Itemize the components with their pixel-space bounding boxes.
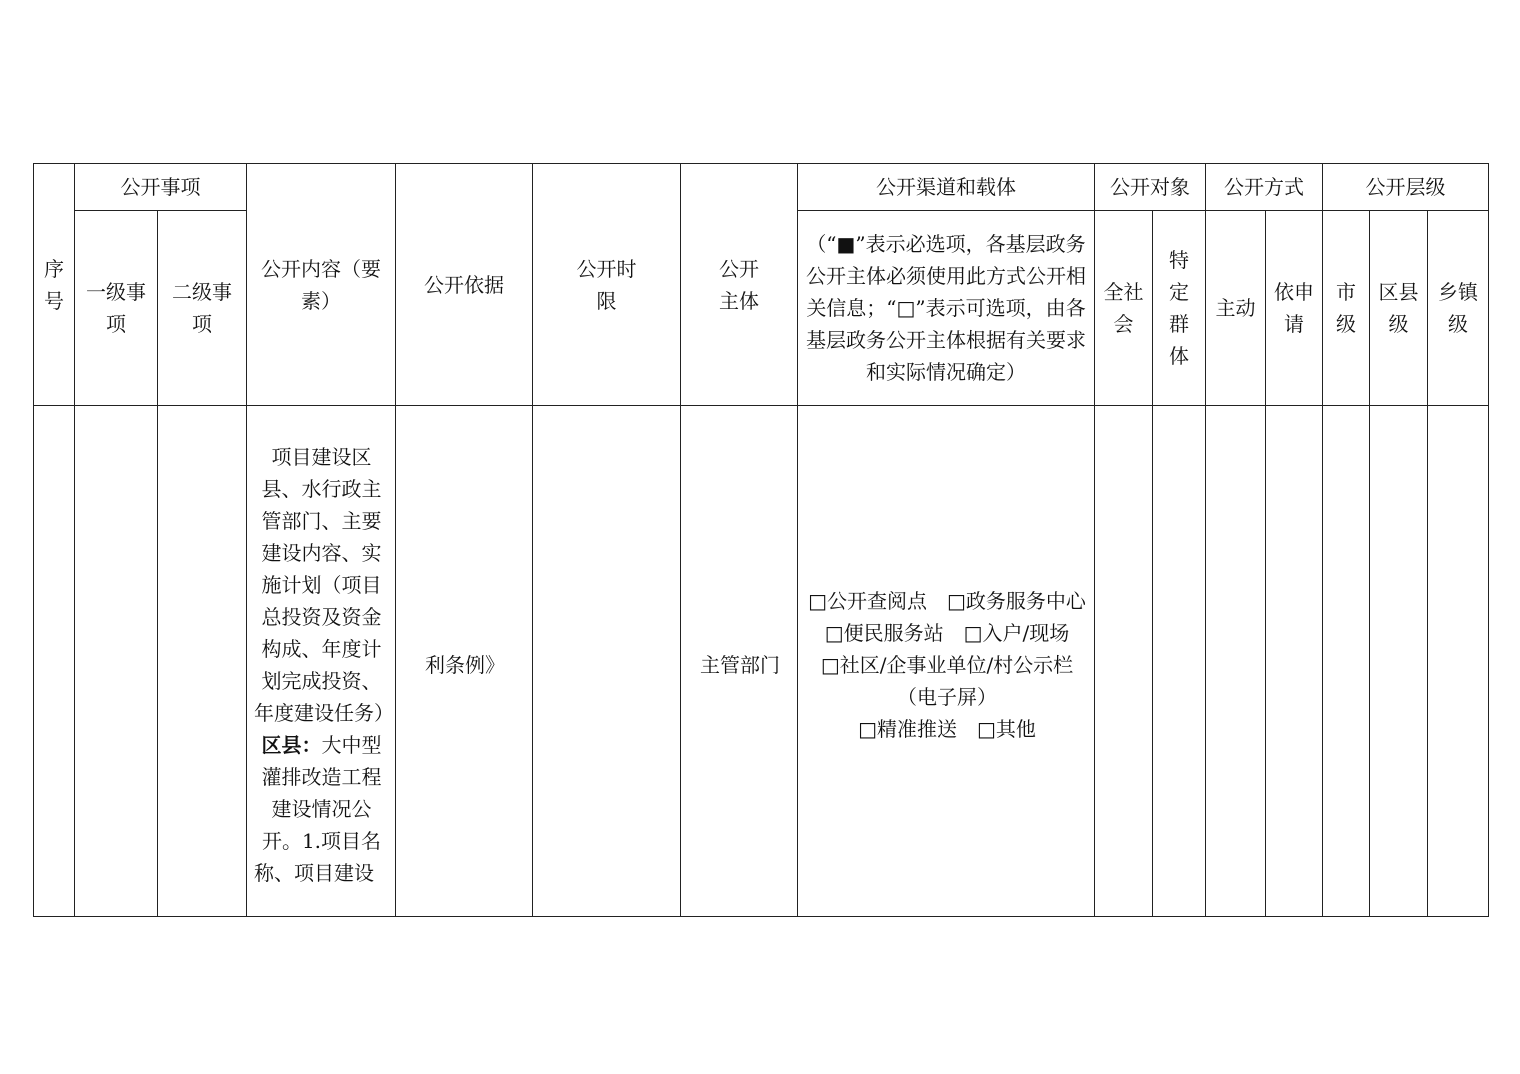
header-level-group: 公开层级 — [1323, 164, 1489, 211]
content-text-2: 大中型灌排改造工程建设情况公开。1.项目名称、项目建设 — [254, 733, 382, 885]
channel-option: □社区/企事业单位/村公示栏（电子屏） — [820, 653, 1074, 709]
cell-subject: 主管部门 — [681, 406, 798, 917]
header-subject: 公开主体 — [681, 164, 798, 406]
content-bold-label: 区县： — [261, 733, 322, 757]
disclosure-table — [33, 163, 1489, 917]
cell-time-limit — [533, 406, 681, 917]
cell-basis: 利条例》 — [396, 406, 533, 917]
channel-option: □便民服务站 □入户/现场 — [824, 621, 1070, 645]
header-seq: 序号 — [34, 164, 75, 406]
channel-option: □公开查阅点 □政务服务中心 — [808, 589, 1086, 613]
cell-method-request — [1266, 406, 1323, 917]
cell-level1 — [75, 406, 158, 917]
header-level1: 一级事项 — [75, 211, 158, 406]
header-items-group: 公开事项 — [75, 164, 247, 211]
header-time-limit: 公开时限 — [533, 164, 681, 406]
header-level-county: 区县级 — [1370, 211, 1428, 406]
cell-level-county — [1370, 406, 1428, 917]
header-method-group: 公开方式 — [1206, 164, 1323, 211]
header-method-request: 依申请 — [1266, 211, 1323, 406]
header-level-town: 乡镇级 — [1428, 211, 1489, 406]
header-channel-title: 公开渠道和载体 — [798, 164, 1095, 211]
header-level2: 二级事项 — [158, 211, 247, 406]
header-basis: 公开依据 — [396, 164, 533, 406]
header-channel-note: （“■”表示必选项，各基层政务公开主体必须使用此方式公开相关信息；“□”表示可选项，由各基层政务公开主体根据有关要求和实际情况确定） — [798, 211, 1095, 406]
header-method-active: 主动 — [1206, 211, 1266, 406]
cell-level-town — [1428, 406, 1489, 917]
cell-content — [247, 406, 396, 917]
header-audience-specific: 特定群体 — [1153, 211, 1206, 406]
cell-audience-specific — [1153, 406, 1206, 917]
header-audience-group: 公开对象 — [1095, 164, 1206, 211]
cell-channels — [798, 406, 1095, 917]
cell-audience-all — [1095, 406, 1153, 917]
cell-method-active — [1206, 406, 1266, 917]
cell-seq — [34, 406, 75, 917]
header-level-city: 市级 — [1323, 211, 1370, 406]
content-text-1: 项目建设区县、水行政主管部门、主要建设内容、实施计划（项目总投资及资金构成、年度计划完成投资、年度建设任务） — [254, 445, 394, 725]
channel-option: □精准推送 □其他 — [858, 717, 1036, 741]
header-content: 公开内容（要素） — [247, 164, 396, 406]
cell-level-city — [1323, 406, 1370, 917]
header-audience-all: 全社会 — [1095, 211, 1153, 406]
cell-level2 — [158, 406, 247, 917]
